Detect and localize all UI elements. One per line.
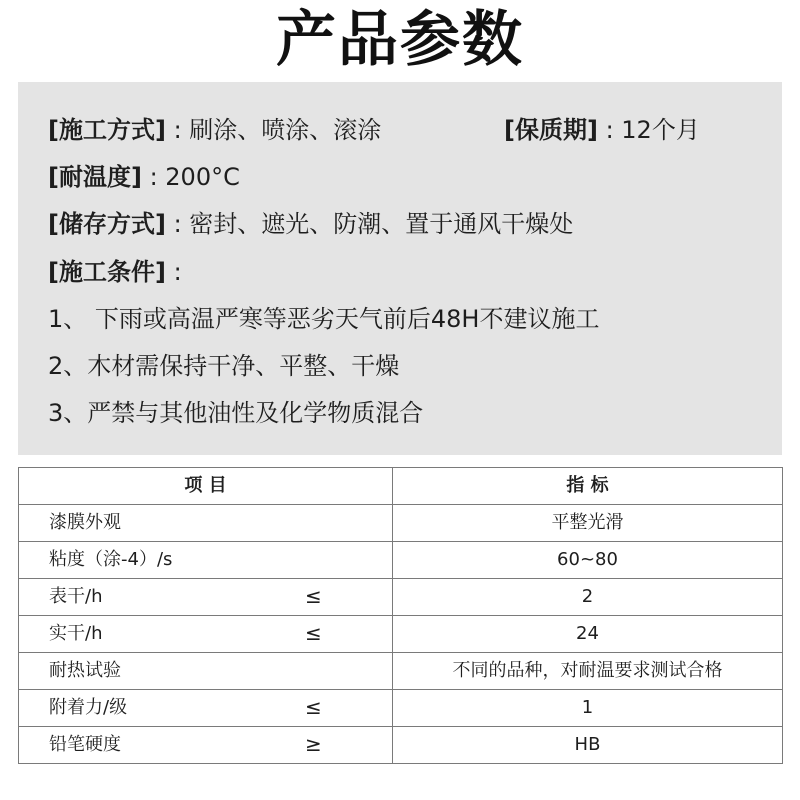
row-value: 24 bbox=[393, 616, 783, 653]
row-value: 60~80 bbox=[393, 542, 783, 579]
row-item-cell bbox=[19, 542, 393, 579]
row-comparator: ≤ bbox=[305, 695, 322, 719]
row-item-label: 表干/h bbox=[49, 586, 103, 607]
table-row bbox=[19, 690, 783, 727]
conditions-value: : bbox=[165, 258, 182, 286]
table-row bbox=[19, 542, 783, 579]
conditions-label: [施工条件] bbox=[48, 258, 166, 286]
storage-label: [储存方式] bbox=[48, 210, 166, 238]
row-item-cell bbox=[19, 579, 393, 616]
storage-value: : 密封、遮光、防潮、置于通风干燥处 bbox=[165, 210, 574, 238]
row-value: 平整光滑 bbox=[393, 505, 783, 542]
storage-line bbox=[48, 209, 573, 239]
temp-label: [耐温度] bbox=[48, 163, 142, 191]
table-row bbox=[19, 505, 783, 542]
condition-item: 3、严禁与其他油性及化学物质混合 bbox=[48, 399, 424, 427]
row-comparator: ≤ bbox=[305, 584, 322, 608]
temp-line bbox=[48, 162, 240, 192]
method-label: [施工方式] bbox=[48, 116, 166, 144]
row-comparator: ≥ bbox=[305, 732, 322, 756]
row-item-label: 漆膜外观 bbox=[49, 512, 121, 533]
params-panel bbox=[18, 82, 782, 455]
row-item-cell bbox=[19, 653, 393, 690]
spec-table bbox=[18, 467, 783, 764]
header-item: 项 目 bbox=[19, 468, 393, 505]
row-item-cell bbox=[19, 690, 393, 727]
row-value: 2 bbox=[393, 579, 783, 616]
row-item-label: 粘度（涂-4）/s bbox=[49, 549, 173, 570]
shelf-value: : 12个月 bbox=[597, 116, 700, 144]
row-value: 1 bbox=[393, 690, 783, 727]
table-row bbox=[19, 579, 783, 616]
shelf-label: [保质期] bbox=[504, 116, 598, 144]
row-item-cell bbox=[19, 727, 393, 764]
table-header-row bbox=[19, 468, 783, 505]
condition-item: 2、木材需保持干净、平整、干燥 bbox=[48, 352, 400, 380]
table-row bbox=[19, 653, 783, 690]
header-value: 指 标 bbox=[393, 468, 783, 505]
row-item-label: 附着力/级 bbox=[49, 697, 128, 718]
row-comparator: ≤ bbox=[305, 621, 322, 645]
row-item-label: 实干/h bbox=[49, 623, 103, 644]
table-row bbox=[19, 727, 783, 764]
shelf-line bbox=[504, 115, 700, 145]
condition-item: 1、 下雨或高温严寒等恶劣天气前后48H不建议施工 bbox=[48, 305, 600, 333]
row-item-label: 铅笔硬度 bbox=[49, 734, 121, 755]
temp-value: : 200°C bbox=[141, 163, 240, 191]
row-item-cell bbox=[19, 505, 393, 542]
method-line bbox=[48, 115, 381, 145]
row-item-cell bbox=[19, 616, 393, 653]
row-item-label: 耐热试验 bbox=[49, 660, 121, 681]
table-row bbox=[19, 616, 783, 653]
conditions-line bbox=[48, 257, 182, 287]
page-title: 产品参数 bbox=[276, 5, 524, 75]
method-value: : 刷涂、喷涂、滚涂 bbox=[165, 116, 382, 144]
row-value: HB bbox=[393, 727, 783, 764]
row-value: 不同的品种，对耐温要求测试合格 bbox=[393, 653, 783, 690]
